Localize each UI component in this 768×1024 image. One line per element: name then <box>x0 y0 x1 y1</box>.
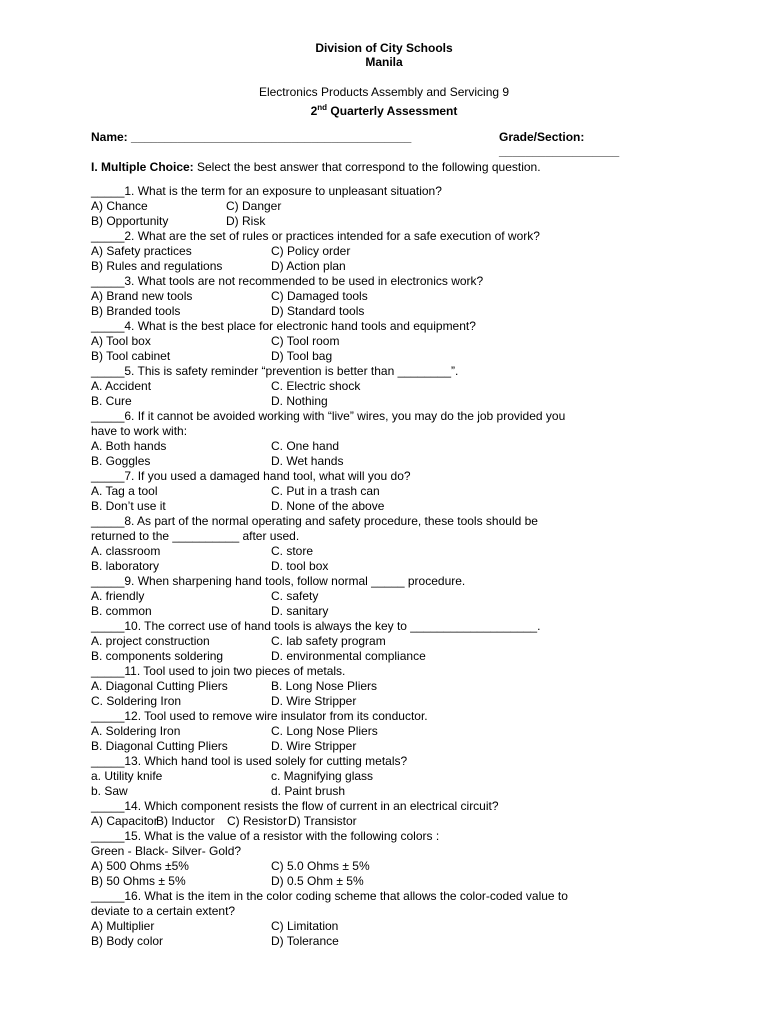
answer-choice: a. Utility knife <box>91 769 163 783</box>
question-text: _____5. This is safety reminder “prevention is better than ________”. <box>91 364 459 378</box>
answer-choice: A. Soldering Iron <box>91 724 181 738</box>
answer-choice: D) Risk <box>226 214 266 228</box>
choice-row <box>91 559 611 574</box>
choice-row <box>91 439 611 454</box>
answer-choice: D. Wire Stripper <box>271 694 357 708</box>
answer-choice: A. Both hands <box>91 439 167 453</box>
answer-choice: A) Safety practices <box>91 244 192 258</box>
question-text: _____14. Which component resists the flow of current in an electrical circuit? <box>91 799 499 813</box>
choice-row <box>91 769 611 784</box>
answer-choice: B. Diagonal Cutting Pliers <box>91 739 228 753</box>
question-text: _____7. If you used a damaged hand tool, what will you do? <box>91 469 411 483</box>
answer-choice: A) 500 Ohms ±5% <box>91 859 189 873</box>
answer-choice: C) Policy order <box>271 244 351 258</box>
question-text: _____10. The correct use of hand tools is always the key to ___________________. <box>91 619 541 633</box>
choice-row <box>91 379 611 394</box>
answer-choice: A) Capacitor <box>91 814 158 828</box>
answer-choice: C) Danger <box>226 199 282 213</box>
section-instructions <box>91 160 541 174</box>
choice-row <box>91 724 611 739</box>
question-text: _____4. What is the best place for electronic hand tools and equipment? <box>91 319 476 333</box>
answer-choice: B) Opportunity <box>91 214 169 228</box>
assessment-label: Quarterly Assessment <box>327 104 458 118</box>
choice-row <box>91 544 611 559</box>
assessment-number: 2 <box>310 104 318 118</box>
answer-choice: B) Body color <box>91 934 164 948</box>
answer-choice: D. Wet hands <box>271 454 344 468</box>
answer-choice: D. environmental compliance <box>271 649 426 663</box>
answer-choice: b. Saw <box>91 784 128 798</box>
question-text-line <box>91 529 611 544</box>
question-text-line <box>91 229 611 244</box>
choice-row <box>91 349 611 364</box>
question-text-line <box>91 514 611 529</box>
choice-row <box>91 394 611 409</box>
question-text-line <box>91 829 611 844</box>
question-text: _____13. Which hand tool is used solely for cutting metals? <box>91 754 408 768</box>
answer-choice: D) Tolerance <box>271 934 339 948</box>
choice-row <box>91 859 611 874</box>
name-field[interactable]: __________________________________________ <box>131 130 412 144</box>
question-text-line <box>91 844 611 859</box>
question-text: deviate to a certain extent? <box>91 904 236 918</box>
choice-row <box>91 679 611 694</box>
section-instruction-text: Select the best answer that correspond to the following question. <box>193 160 541 174</box>
answer-choice: C) 5.0 Ohms ± 5% <box>271 859 370 873</box>
answer-choice: B. Don’t use it <box>91 499 166 513</box>
question-text: _____3. What tools are not recommended to be used in electronics work? <box>91 274 484 288</box>
subject-title: Electronics Products Assembly and Servicing 9 <box>258 85 510 99</box>
answer-choice: B. Goggles <box>91 454 151 468</box>
question-text: _____2. What are the set of rules or practices intended for a safe execution of work? <box>91 229 540 243</box>
question-text-line <box>91 409 611 424</box>
answer-choice: C. Long Nose Pliers <box>271 724 378 738</box>
choice-row <box>91 634 611 649</box>
answer-choice: B. common <box>91 604 152 618</box>
answer-choice: A. Tag a tool <box>91 484 158 498</box>
assessment-ordinal: nd <box>317 103 328 112</box>
answer-choice: D) 0.5 Ohm ± 5% <box>271 874 364 888</box>
choice-row <box>91 244 611 259</box>
choice-row <box>91 784 611 799</box>
question-text: _____6. If it cannot be avoided working with “live” wires, you may do the job provided you <box>91 409 566 423</box>
choice-row <box>91 739 611 754</box>
answer-choice: C. lab safety program <box>271 634 386 648</box>
answer-choice: D) Tool bag <box>271 349 333 363</box>
answer-choice: A) Multiplier <box>91 919 155 933</box>
answer-choice: A) Brand new tools <box>91 289 193 303</box>
answer-choice: D) Standard tools <box>271 304 365 318</box>
question-text-line <box>91 574 611 589</box>
choice-row <box>91 604 611 619</box>
question-text-line <box>91 619 611 634</box>
question-text: _____11. Tool used to join two pieces of metals. <box>91 664 346 678</box>
answer-choice: A. project construction <box>91 634 210 648</box>
question-text: _____15. What is the value of a resistor with the following colors : <box>91 829 440 843</box>
choice-row <box>91 214 611 229</box>
choice-row <box>91 484 611 499</box>
answer-choice: D. Nothing <box>271 394 328 408</box>
answer-choice: B. components soldering <box>91 649 224 663</box>
answer-choice: A. friendly <box>91 589 145 603</box>
choice-row <box>91 874 611 889</box>
answer-choice: B) Rules and regulations <box>91 259 223 273</box>
section-title: I. Multiple Choice: <box>91 160 194 174</box>
choice-row <box>91 199 611 214</box>
grade-field[interactable]: __________________ <box>499 144 620 158</box>
answer-choice: c. Magnifying glass <box>271 769 374 783</box>
answer-choice: B) Branded tools <box>91 304 181 318</box>
answer-choice: C. Put in a trash can <box>271 484 380 498</box>
answer-choice: C. One hand <box>271 439 340 453</box>
answer-choice: B. Cure <box>91 394 132 408</box>
question-text: _____12. Tool used to remove wire insulator from its conductor. <box>91 709 428 723</box>
answer-choice: C) Tool room <box>271 334 340 348</box>
division-title: Division of City Schools <box>315 41 453 55</box>
question-text-line <box>91 799 611 814</box>
question-text-line <box>91 274 611 289</box>
assessment-title <box>0 101 768 118</box>
answer-choice: C) Limitation <box>271 919 339 933</box>
choice-row <box>91 259 611 274</box>
answer-choice: d. Paint brush <box>271 784 346 798</box>
choice-row <box>91 334 611 349</box>
question-text: _____16. What is the item in the color coding scheme that allows the color-coded value to <box>91 889 568 903</box>
answer-choice: B. laboratory <box>91 559 160 573</box>
answer-choice: A. classroom <box>91 544 161 558</box>
answer-choice: D) Transistor <box>288 814 357 828</box>
choice-row <box>91 934 611 949</box>
choice-row <box>91 589 611 604</box>
answer-choice: B) Inductor <box>156 814 215 828</box>
question-text: _____8. As part of the normal operating and safety procedure, these tools should be <box>91 514 538 528</box>
answer-choice: A. Diagonal Cutting Pliers <box>91 679 228 693</box>
question-text: returned to the __________ after used. <box>91 529 300 543</box>
question-text-line <box>91 424 611 439</box>
question-text: _____1. What is the term for an exposure to unpleasant situation? <box>91 184 442 198</box>
question-text: Green - Black- Silver- Gold? <box>91 844 242 858</box>
answer-choice: A. Accident <box>91 379 152 393</box>
grade-label: Grade/Section: <box>499 130 585 144</box>
city-title: Manila <box>365 55 403 69</box>
question-text-line <box>91 319 611 334</box>
answer-choice: A) Chance <box>91 199 148 213</box>
question-text: _____9. When sharpening hand tools, follow normal _____ procedure. <box>91 574 466 588</box>
question-list <box>91 184 611 949</box>
choice-row <box>91 499 611 514</box>
name-label: Name: <box>91 130 132 144</box>
choice-row <box>91 289 611 304</box>
answer-choice: D. None of the above <box>271 499 385 513</box>
answer-choice: C. safety <box>271 589 319 603</box>
choice-row <box>91 304 611 319</box>
grade-section <box>499 130 691 158</box>
answer-choice: B) 50 Ohms ± 5% <box>91 874 186 888</box>
answer-choice: D. Wire Stripper <box>271 739 357 753</box>
choice-row <box>91 454 611 469</box>
answer-choice: C. store <box>271 544 314 558</box>
answer-choice: D. tool box <box>271 559 329 573</box>
answer-choice: C) Damaged tools <box>271 289 368 303</box>
answer-choice: C. Soldering Iron <box>91 694 182 708</box>
choice-row <box>91 649 611 664</box>
question-text-line <box>91 904 611 919</box>
question-text-line <box>91 469 611 484</box>
answer-choice: D. sanitary <box>271 604 329 618</box>
answer-choice: C) Resistor <box>227 814 288 828</box>
question-text-line <box>91 364 611 379</box>
answer-choice: B. Long Nose Pliers <box>271 679 378 693</box>
question-text-line <box>91 664 611 679</box>
student-info-row <box>91 130 691 158</box>
choice-row <box>91 814 611 829</box>
choice-row <box>91 919 611 934</box>
question-text-line <box>91 754 611 769</box>
question-text-line <box>91 184 611 199</box>
question-text: have to work with: <box>91 424 188 438</box>
question-text-line <box>91 709 611 724</box>
question-text-line <box>91 889 611 904</box>
answer-choice: D) Action plan <box>271 259 346 273</box>
answer-choice: A) Tool box <box>91 334 151 348</box>
answer-choice: B) Tool cabinet <box>91 349 171 363</box>
choice-row <box>91 694 611 709</box>
answer-choice: C. Electric shock <box>271 379 361 393</box>
